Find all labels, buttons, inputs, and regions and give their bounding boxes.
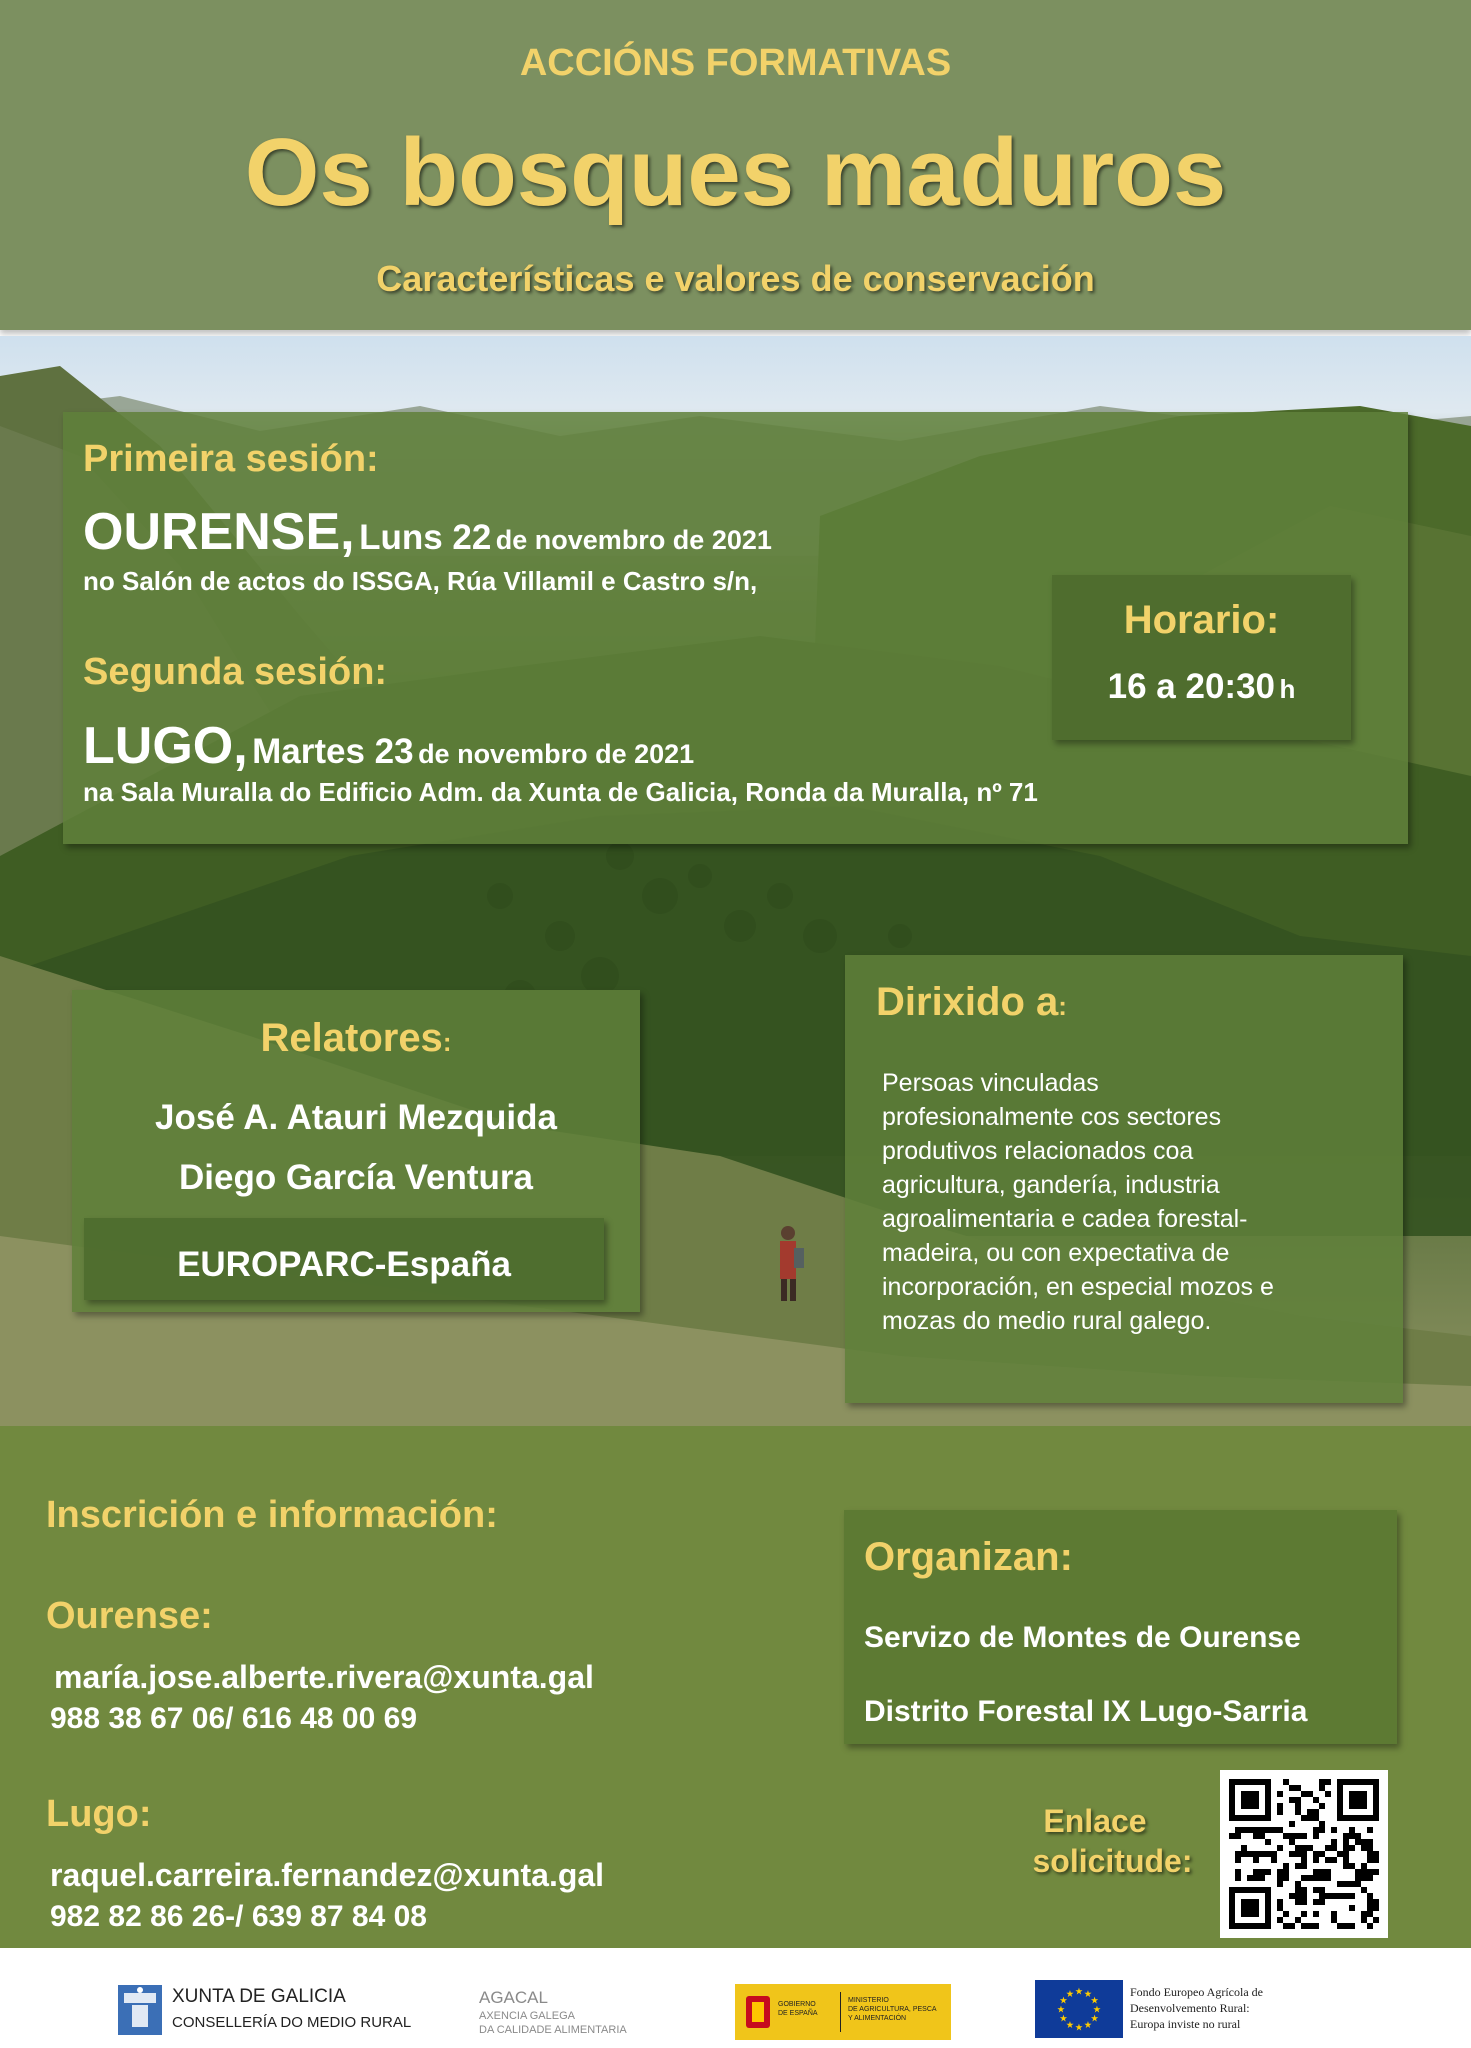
dirixido-label-colon: : [1058, 991, 1067, 1021]
ourense-email[interactable]: maría.jose.alberte.rivera@xunta.gal [54, 1659, 594, 1695]
dirixido-label-text: Dirixido a [876, 980, 1059, 1024]
relatores-label-colon: : [442, 1027, 452, 1057]
qr-code-graphic [1220, 1770, 1388, 1938]
svg-text:★: ★ [1075, 2023, 1083, 2032]
ourense-label: Ourense: [46, 1595, 213, 1637]
enlace-label-line1: Enlace [1043, 1803, 1147, 1839]
agacal-line2: AXENCIA GALEGA [479, 2010, 575, 2022]
svg-text:★: ★ [1091, 2014, 1099, 2023]
organizer-name: Servizo de Montes de Ourense [864, 1621, 1301, 1654]
gobierno-divider [840, 1992, 841, 2032]
ministerio-text [848, 1996, 937, 2023]
relator-name: José A. Atauri Mezquida [155, 1098, 557, 1137]
second-session-venue: na Sala Muralla do Edificio Adm. da Xunta de Galicia, Ronda da Muralla, nº 71 [83, 777, 1038, 807]
relatores-label [72, 1016, 640, 1061]
page-subtitle: Características e valores de conservación [376, 258, 1095, 299]
ministerio-line: Y ALIMENTACIÓN [848, 2015, 907, 2022]
dirixido-line: incorporación, en especial mozos e [882, 1273, 1274, 1301]
kicker-text: ACCIÓNS FORMATIVAS [519, 42, 952, 84]
horario-time-unit: h [1279, 674, 1296, 704]
dirixido-label [876, 980, 1067, 1025]
xunta-shield-icon [118, 1985, 162, 2035]
gobierno-line: DE ESPAÑA [778, 2010, 818, 2017]
agacal-line3: DA CALIDADE ALIMENTARIA [479, 2024, 627, 2036]
eu-flag-icon [1035, 1980, 1123, 2038]
svg-text:★: ★ [1066, 2020, 1074, 2030]
organization-name: EUROPARC-España [177, 1245, 511, 1284]
xunta-conselleria: CONSELLERÍA DO MEDIO RURAL [172, 2014, 412, 2031]
ministerio-line: DE AGRICULTURA, PESCA [848, 2006, 937, 2013]
first-session-month: de novembro de 2021 [495, 525, 772, 555]
horario-label: Horario: [1123, 598, 1280, 642]
svg-text:★: ★ [1093, 2005, 1101, 2014]
svg-text:★: ★ [1066, 1989, 1074, 1999]
enlace-label-line2: solicitude: [1032, 1843, 1193, 1879]
xunta-name: XUNTA DE GALICIA [172, 1986, 346, 2007]
dirixido-line: Persoas vinculadas [882, 1069, 1099, 1097]
svg-text:★: ★ [1084, 1989, 1092, 1999]
organizer-name: Distrito Forestal IX Lugo-Sarria [864, 1695, 1308, 1728]
svg-text:★: ★ [1059, 1996, 1067, 2005]
gobierno-text [778, 2000, 818, 2018]
second-session-city: LUGO, [83, 717, 248, 775]
qr-code[interactable] [1220, 1770, 1388, 1938]
agacal-name: AGACAL [479, 1988, 548, 2007]
feader-line: Desenvolvemento Rural: [1130, 2001, 1250, 2015]
first-session-label: Primeira sesión: [83, 438, 379, 480]
second-session-month: de novembro de 2021 [418, 739, 695, 769]
svg-text:★: ★ [1084, 2020, 1092, 2030]
dirixido-line: madeira, ou con expectativa de [882, 1239, 1230, 1267]
dirixido-body [882, 1066, 1274, 1338]
relator-name: Diego García Ventura [178, 1158, 534, 1197]
gobierno-line: GOBIERNO [778, 2001, 816, 2008]
spain-coat-of-arms-icon [744, 1990, 772, 2034]
ourense-phones: 988 38 67 06/ 616 48 00 69 [50, 1702, 418, 1735]
dirixido-line: agroalimentaria e cadea forestal- [882, 1205, 1248, 1233]
first-session-city: OURENSE, [83, 503, 355, 561]
lugo-email[interactable]: raquel.carreira.fernandez@xunta.gal [50, 1857, 605, 1893]
svg-text:★: ★ [1091, 1996, 1099, 2005]
dirixido-line: profesionalmente cos sectores [882, 1103, 1222, 1131]
second-session-date [83, 716, 694, 776]
page-title: Os bosques maduros [244, 119, 1227, 226]
organizan-label: Organizan: [864, 1535, 1073, 1579]
second-session-day: Martes 23 [252, 732, 414, 771]
lugo-label: Lugo: [46, 1793, 152, 1835]
dirixido-line: agricultura, gandería, industria [882, 1171, 1220, 1199]
horario-time [1052, 667, 1351, 707]
inscricion-label: Inscrición e información: [46, 1494, 498, 1536]
first-session-venue: no Salón de actos do ISSGA, Rúa Villamil e Castro s/n, [83, 566, 758, 596]
feader-line: Fondo Europeo Agrícola de [1130, 1985, 1263, 1999]
svg-text:★: ★ [1059, 2014, 1067, 2023]
feader-line: Europa inviste no rural [1130, 2017, 1241, 2031]
dirixido-line: mozas do medio rural galego. [882, 1307, 1212, 1335]
horario-time-value: 16 a 20:30 [1107, 667, 1276, 706]
lugo-phones: 982 82 86 26-/ 639 87 84 08 [50, 1900, 427, 1933]
svg-text:★: ★ [1075, 1987, 1083, 1996]
first-session-day: Luns 22 [359, 518, 492, 557]
dirixido-line: produtivos relacionados coa [882, 1137, 1194, 1165]
feader-text [1130, 1984, 1263, 2032]
ministerio-line: MINISTERIO [848, 1997, 889, 2004]
relatores-label-text: Relatores [260, 1016, 443, 1060]
svg-text:★: ★ [1057, 2005, 1065, 2014]
second-session-label: Segunda sesión: [83, 651, 388, 693]
first-session-date [83, 502, 772, 562]
